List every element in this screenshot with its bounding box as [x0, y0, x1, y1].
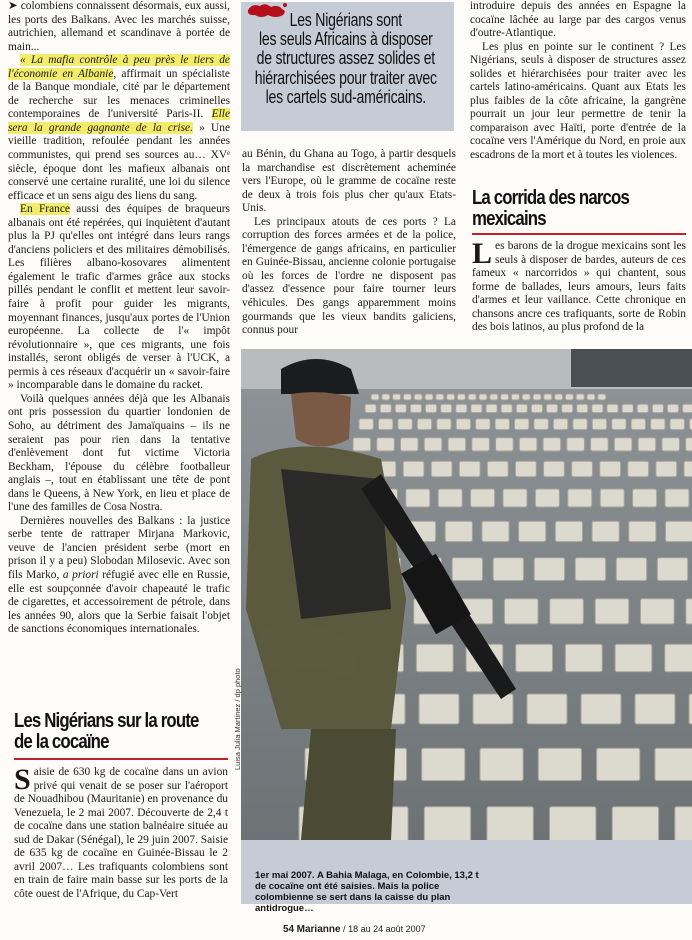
page-number: 54: [283, 924, 295, 935]
col1-p5-text-a: Dernières nouvelles des Balkans : la justice serbe tente de rattraper Mirjana Markovic, veuve de l'ancien président serbe (mort en prison il y a peu) Slobodan Milosevic. Avec son fils Marko,: [8, 514, 230, 581]
photo-caption-panel: [241, 840, 692, 914]
magazine-name: Marianne: [296, 924, 341, 935]
pull-quote-line2: les seuls Africains à disposer: [258, 28, 433, 50]
nigeria-heading-line2: de la cocaïne: [14, 731, 109, 753]
mexico-heading: [472, 188, 659, 230]
pull-quote-line1: Les Nigérians sont: [289, 9, 402, 30]
issue-date: 18 au 24 août 2007: [348, 924, 426, 934]
pull-quote-line3: de structures assez solides et: [256, 47, 435, 69]
col3-paragraph-1: introduire depuis des années en Espagne la cocaïne lâchée au large par des cargos venus d'outre-Atlantique.: [470, 0, 686, 40]
col1-p1-text: colombiens connaissent désormais, eux aussi, les ports des Balkans. Avec les marchés suisse, autrichien, allemand et scandinave à portée de main...: [8, 0, 230, 53]
mexico-heading-line2: mexicains: [472, 208, 546, 230]
col1-paragraph-1: [8, 0, 230, 54]
col1-paragraph-3: [8, 203, 230, 393]
col1-p5-italic: a priori: [62, 568, 99, 581]
col1-paragraph-4: Voilà quelques années déjà que les Albanais ont pris possession du quartier londonien de Soho, au détriment des Jamaïquains – ils ne seraient pas pour rien dans la tentative d'enlèvement dont fut victime Victoria Beckham, l'épouse du célèbre footballeur anglais –, tout en établissant une tête de pont dans le Queens, à New York, en lieu et place de l'une des familles de Cosa Nostra.: [8, 392, 230, 514]
mexico-dropcap: L: [472, 237, 493, 270]
pull-quote-line4: hiérarchisées pour traiter avec: [254, 66, 437, 88]
col1-p3-text: aussi des équipes de braqueurs albanais ont été repérées, qui inquiètent d'autant plus la PJ qu'elles ont intégré dans leurs rangs d'anciens policiers et des militaires démobilisés. Les filières albano-kosovares alimentent également le trafic d'armes grâce aux stocks pillés pendant le conflit et mettent leur savoir-faire à profit pour guider les migrants, moyennant finances, jusqu'aux portes de l'Union européenne. La collecte de l'« impôt révolutionnaire », que ces migrants, une fois installés, seront obligés de verser à l'UCK, a permis à ces réseaux d'acquérir un « savoir-faire » incomparable dans le domaine du racket.: [8, 203, 230, 392]
highlight-quote-1: « La mafia contrôle à peu près le tiers de l'économie en Albanie: [8, 54, 230, 80]
photo-caption: 1er mai 2007. A Bahia Malaga, en Colombie, 13,2 t de cocaïne ont été saisies. Mais la police colombienne se sert dans la caisse du plan antidrogue…: [255, 870, 479, 914]
red-ink-blot-icon: [246, 2, 288, 20]
column-3: [470, 0, 686, 163]
col1-paragraph-5: [8, 515, 230, 637]
col3-paragraph-2: Les plus en pointe sur le continent ? Les Nigérians, seuls à disposer de structures assez solides et hiérarchisées pour traiter avec les cartels latino-américains. Quant aux Etats les plus faibles de la côte africaine, la gangrène pourrait un jour leur permettre de tenir la comparaison avec Haïti, porte d'entrée de la cocaïne vers l'Amérique du Nord, en proie aux escadrons de la mort et à toutes les violences.: [470, 40, 686, 162]
col1-p5-text-b: réfugié avec elle en Russie, elle est soupçonnée d'avoir chapeauté le trafic de cigarettes, et accessoirement de pétrole, dans les années 90, alors que la Serbie faisait l'objet de sanctions économiques internationales.: [8, 568, 230, 636]
nigeria-heading-rule: [14, 758, 228, 760]
highlight-quote-2: Elle sera la grande gagnante de la crise.: [8, 108, 230, 134]
pull-quote-panel: [241, 2, 454, 131]
mexico-text: es barons de la drogue mexicains sont les seuls à disposer de bardes, auteurs de ces fameux « narcorridos » qui chantent, sous forme de ballades, leurs amours, leurs faits d'armes et leur vaillance. Cette chronique en chansons ancre ces trafiquants, sorte de Robin des bois latinos, au plus profond de la: [472, 240, 686, 334]
col1-p2-text-a: , affirmait un spécialiste de la Banque mondiale, cité par le département de recherche sur les menaces criminelles contemporaines de l'université Paris-II.: [8, 67, 230, 121]
col1-paragraph-2: [8, 54, 230, 203]
bullet-arrow-icon: ➤: [8, 0, 18, 12]
mexico-paragraph: [472, 237, 686, 335]
nigeria-paragraph: [14, 763, 228, 901]
pull-quote-line5: les cartels sud-américains.: [265, 85, 426, 107]
nigeria-section: [14, 763, 228, 901]
photo-credit: Luisa Julia Martinez / dp photo: [233, 668, 242, 770]
nigeria-heading: [14, 711, 234, 753]
pull-quote-text: [247, 10, 445, 106]
page-footer: 54 Marianne / 18 au 24 août 2007: [283, 924, 426, 935]
nigeria-text: aisie de 630 kg de cocaïne dans un avion privé qui venait de se poser sur l'aéroport de Nouadhibou (Mauritanie) en provenance du Venezuela, le 2 mai 2007. Découverte de 2,4 t de cocaïne dans une station balnéaire située au sud de Dakar (Sénégal), le 29 juin 2007. Saisie de 635 kg de cocaïne en Guinée-Bissau le 2 avril 2007… Les trafiquants colombiens sont en train de faire main basse sur les ports de la côte ouest de l'Afrique, du Cap-Vert: [14, 766, 228, 900]
highlight-en-france: En France: [20, 203, 70, 216]
column-2: [242, 148, 456, 338]
nigeria-dropcap: S: [14, 763, 31, 796]
column-1: [8, 0, 230, 637]
mexico-section: [472, 237, 686, 335]
mexico-heading-rule: [472, 233, 686, 235]
col1-p2-text-b: » Une vieille tradition, refoulée pendant les années communistes, qui prend ses sources au… XVᵉ siècle, époque dont les mafieux albanais ont conservé une certaine ruralité, une loi du silence efficace et un sens aigu des liens du sang.: [8, 121, 231, 202]
nigeria-heading-line1: Les Nigérians sur la route: [14, 710, 199, 732]
col2-paragraph-2: Les principaux atouts de ces ports ? La corruption des forces armées et de la police, l'émergence de gangs africains, en particulier en Guinée-Bissau, ancienne colonie portugaise où les forces de l'ordre ne disposent pas d'assez d'essence pour faire tourner leurs véhicules. Des gangs apparemment moins gourmands que les vieux bandits galiciens, connus pour: [242, 215, 456, 337]
news-photo: [241, 349, 692, 840]
col2-paragraph-1: au Bénin, du Ghana au Togo, à partir desquels la marchandise est discrètement acheminée vers l'Europe, où le gramme de cocaïne reste de deux à trois fois plus cher qu'aux Etats-Unis.: [242, 148, 456, 215]
mexico-heading-line1: La corrida des narcos: [472, 187, 629, 209]
soldier-with-cocaine-photo: [241, 349, 692, 840]
